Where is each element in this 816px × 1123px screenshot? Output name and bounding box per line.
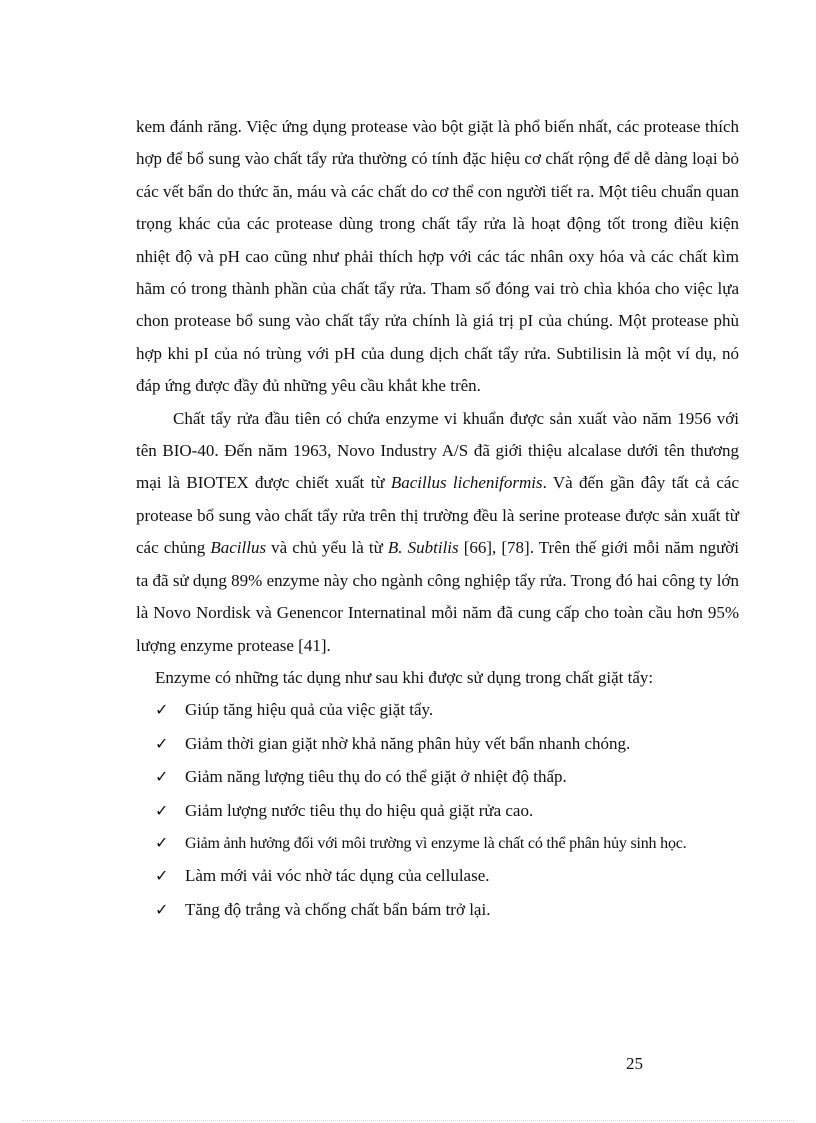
text-run: . Và đến gần đây tất cả các protease bổ sung vào chất tẩy rửa trên thị trường đều là serine protease được sản xuất từ các chủng [136, 473, 739, 558]
footer-divider [22, 1120, 794, 1121]
body-text [136, 111, 739, 927]
list-item [136, 795, 739, 828]
list-item-text: Giảm thời gian giặt nhờ khả năng phân hủy vết bẩn nhanh chóng. [185, 733, 631, 753]
list-item-text: Giảm lượng nước tiêu thụ do hiệu quả giặt rửa cao. [185, 800, 534, 820]
text-run: Chất tẩy rửa đầu tiên có chứa enzyme vi khuẩn được sản xuất vào năm 1956 với tên BIO-40. Đến năm 1963, Novo Industry A/S đã giới thiệu alcalase dưới tên thương mại là BIOTEX được chiết xuất từ [136, 408, 739, 493]
checkmark-icon: ✓ [155, 901, 169, 919]
list-intro: Enzyme có những tác dụng như sau khi được sử dụng trong chất giặt tẩy: [155, 667, 654, 687]
list-item [136, 728, 739, 761]
paragraph-protease-detergent: kem đánh răng. Việc ứng dụng protease vào bột giặt là phổ biến nhất, các protease thích hợp để bổ sung vào chất tẩy rửa thường có tính đặc hiệu cơ chất rộng để dễ dàng loại bỏ các vết bẩn do thức ăn, máu và các chất do cơ thể con người tiết ra. Một tiêu chuẩn quan trọng khác của các protease dùng trong chất tẩy rửa là hoạt động tốt trong điều kiện nhiệt độ và pH cao cũng như phải thích hợp với các tác nhân oxy hóa và các chất kìm hãm có trong thành phần của chất tẩy rửa. Tham số đóng vai trò chìa khóa cho việc lựa chon protease bổ sung vào chất tẩy rửa chính là giá trị pI của chúng. Một protease phù hợp khi pI của nó trùng với pH của dung dịch chất tẩy rửa. Subtilisin là một ví dụ, nó đáp ứng được đầy đủ những yêu cầu khắt khe trên. [136, 117, 739, 396]
list-item [136, 694, 739, 727]
list-item-text: Giảm ảnh hưởng đối với môi trường vì enzyme là chất có thể phân hủy sinh học. [185, 834, 687, 852]
checkmark-icon: ✓ [155, 802, 169, 820]
text-run: [66], [78]. Trên thế giới mỗi năm người ta đã sử dụng 89% enzyme này cho ngành công nghiệp tẩy rửa. Trong đó hai công ty lớn là Novo Nordisk và Genencor Internatinal mỗi năm đã cung cấp cho toàn cầu hơn 95% lượng enzyme protease [41]. [136, 538, 739, 655]
list-item [136, 894, 739, 927]
list-item [136, 860, 739, 893]
page-number: 25 [626, 1054, 643, 1073]
list-item-text: Giúp tăng hiệu quả của việc giặt tẩy. [185, 700, 434, 720]
genus-name: Bacillus [210, 538, 267, 558]
list-item [136, 761, 739, 794]
list-item-text: Giảm năng lượng tiêu thụ do có thể giặt ở nhiệt độ thấp. [185, 767, 567, 787]
list-item-text: Tăng độ trắng và chống chất bẩn bám trở lại. [185, 899, 491, 919]
paragraph-detergent-history [136, 403, 739, 662]
benefits-list [136, 694, 739, 927]
checkmark-icon: ✓ [155, 834, 169, 852]
checkmark-icon: ✓ [155, 702, 169, 720]
species-name: Bacillus licheniformis [390, 473, 543, 493]
text-run: và chủ yếu là từ [266, 538, 388, 558]
checkmark-icon: ✓ [155, 868, 169, 886]
list-item-text: Làm mới vải vóc nhờ tác dụng của cellulase. [185, 866, 490, 886]
species-name: B. Subtilis [387, 538, 459, 558]
list-item [136, 828, 739, 860]
checkmark-icon: ✓ [155, 769, 169, 787]
checkmark-icon: ✓ [155, 735, 169, 753]
